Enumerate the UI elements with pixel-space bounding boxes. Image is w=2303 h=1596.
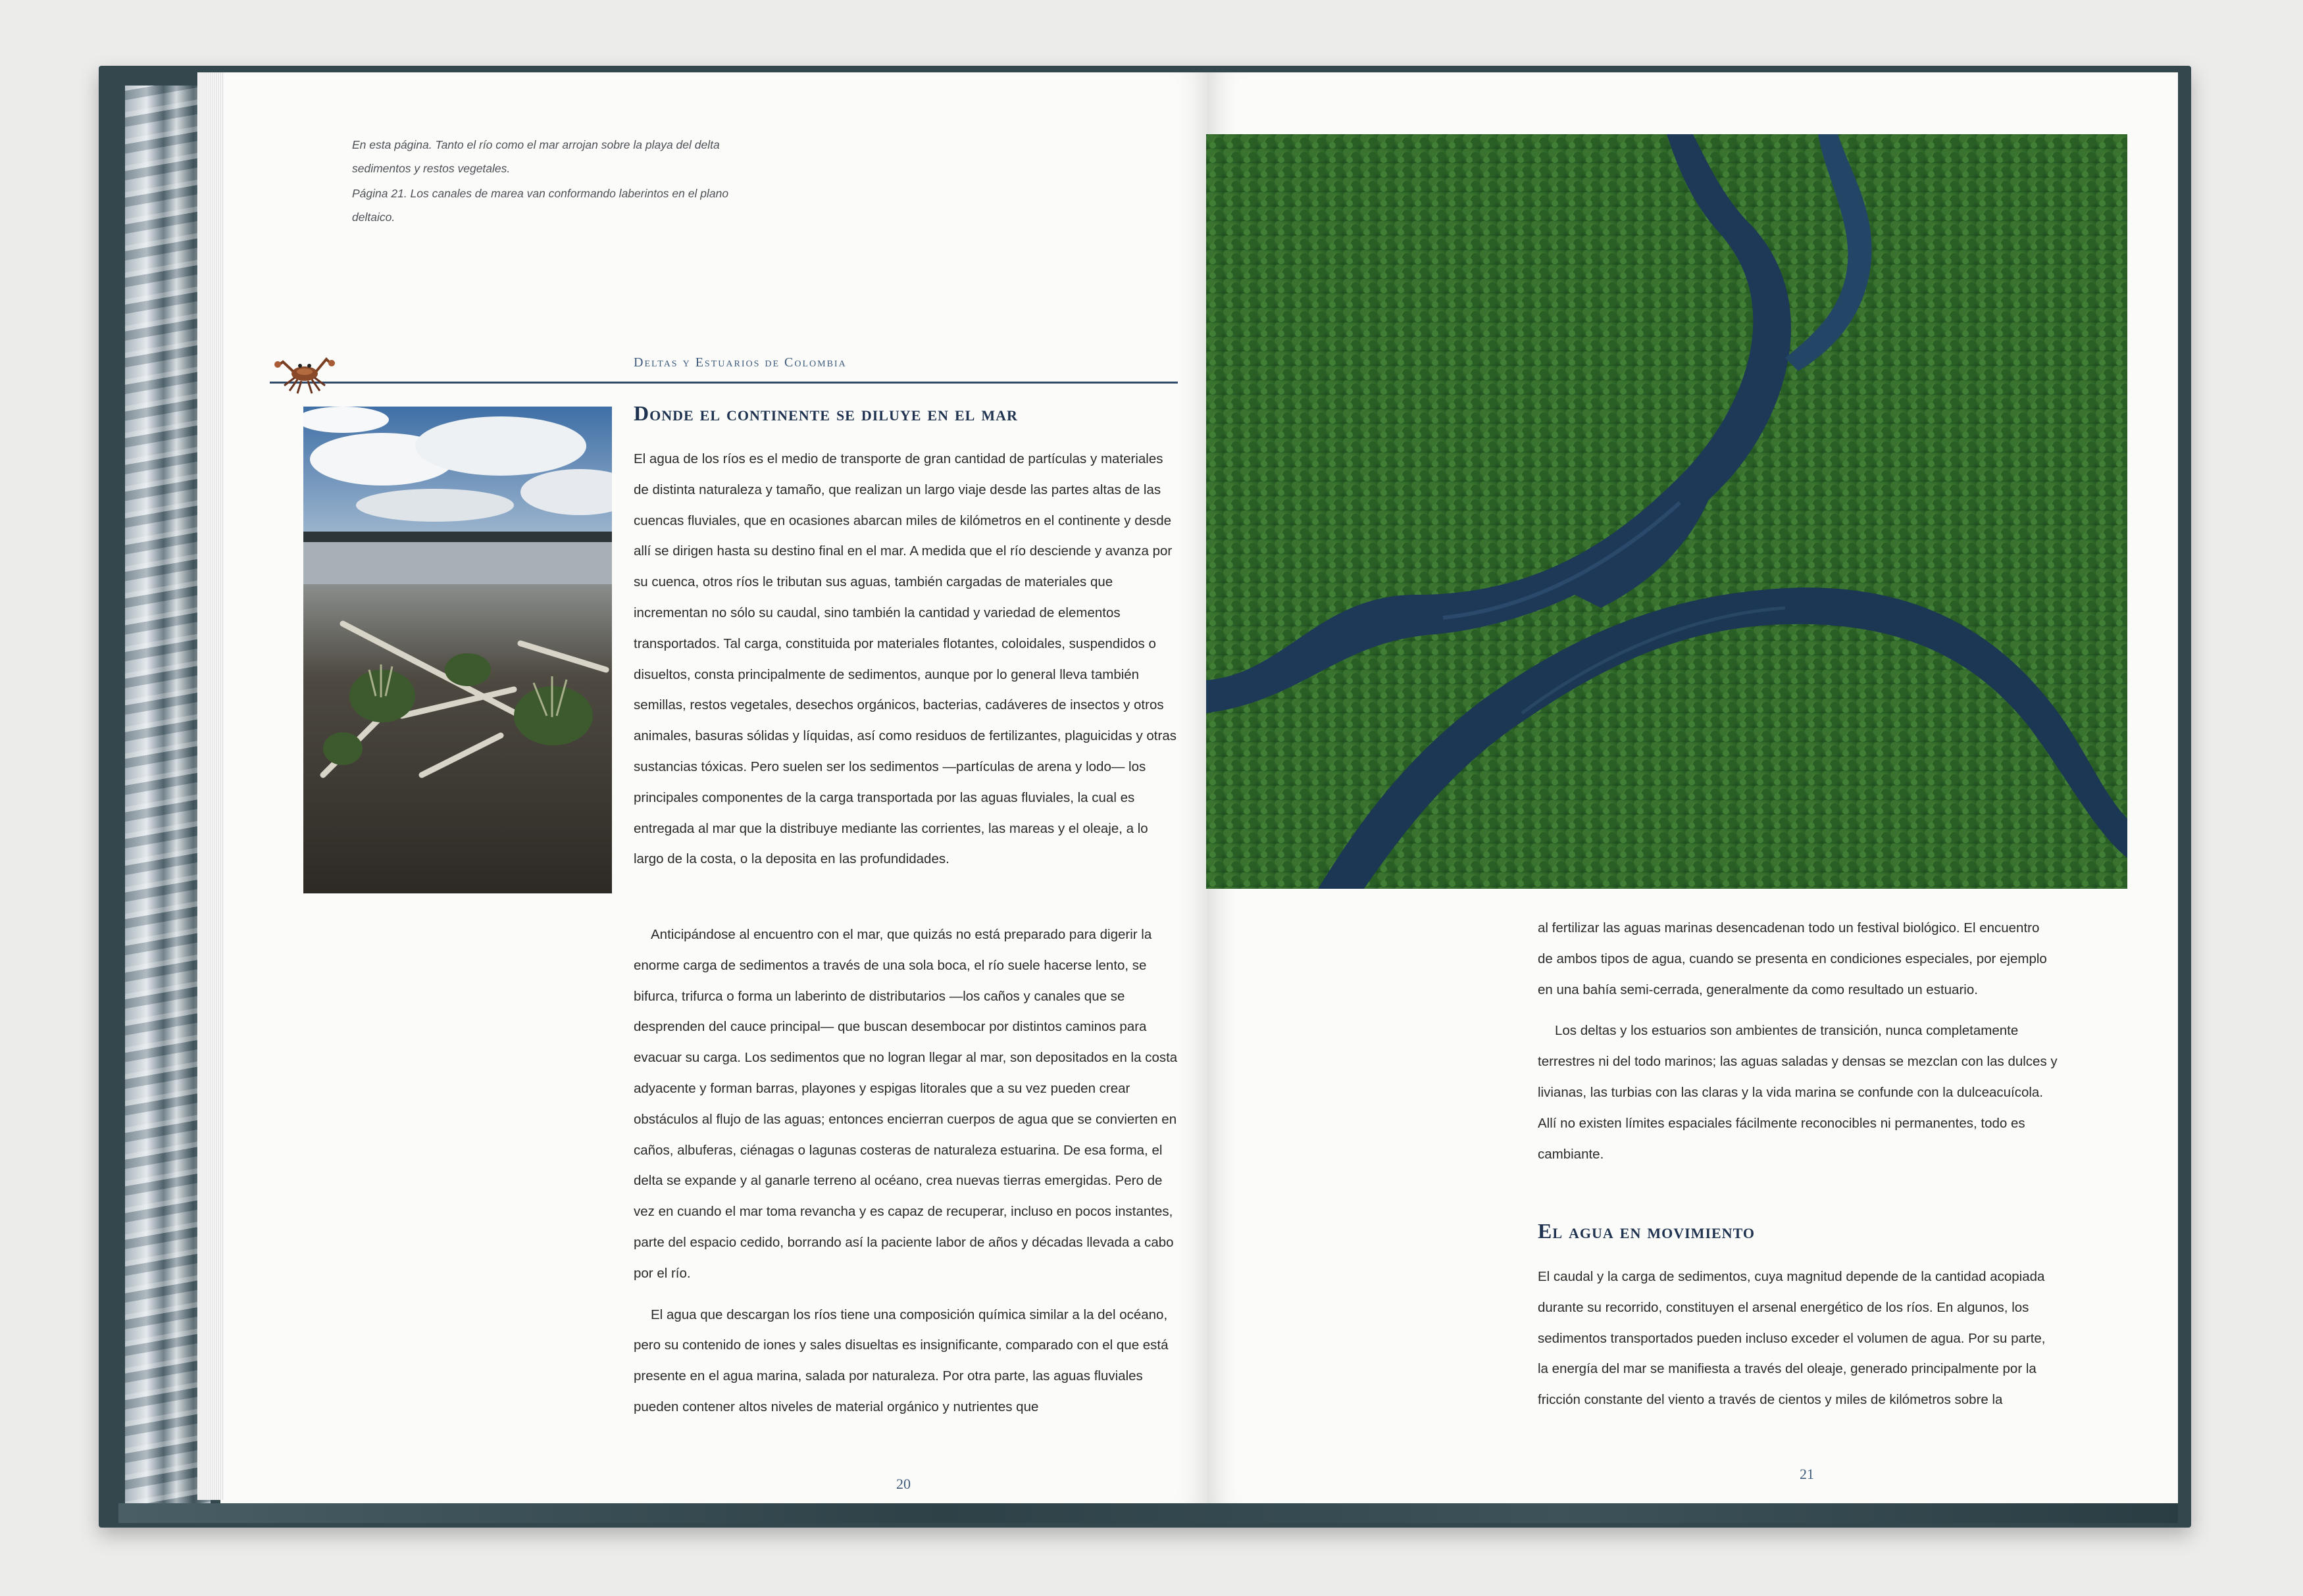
page-number: 20 — [896, 1476, 911, 1492]
cover-bottom-edge — [118, 1503, 2178, 1523]
paragraph: Los deltas y los estuarios son ambientes de transición, nunca completamente terrestres ni del todo marinos; las aguas saladas y densas se mezclan con las dulces y livianas, las turbias con las claras y la vida marina se confunde con la dulceacuícola. Allí no existen límites espaciales fácilmente reconocibles ni permanentes, todo es cambiante. — [1538, 1023, 2058, 1162]
beach-driftwood-photo — [303, 407, 612, 893]
caption-line: En esta página. Tanto el río como el mar arrojan sobre la playa del delta sedimentos y restos vegetales. — [352, 138, 720, 175]
running-header: Deltas y Estuarios de Colombia — [634, 355, 847, 370]
page-number: 21 — [1800, 1466, 1814, 1482]
paragraph: El agua de los ríos es el medio de transporte de gran cantidad de partículas y materiales de distinta naturaleza y tamaño, que realizan un largo viaje desde las partes altas de las cuencas fluviales, que en ocasiones abarcan miles de kilómetros en el continente y desde allí se dirigen hasta su destino final en el mar. A medida que el río desciende y avanza por su cuenca, otros ríos le tributan sus aguas, también cargadas de materiales que incrementan no sólo su caudal, sino también la cantidad y variedad de elementos transportados. Tal carga, constituida por materiales flotantes, coloidales, suspendidos o disueltos, consta principalmente de sedimentos, aunque por lo general lleva también semillas, restos vegetales, desechos orgánicos, bacterias, cadáveres de insectos y otros animales, basuras sólidas y líquidas, así como residuos de fertilizantes, plaguicidas y otras sustancias tóxicas. Pero suelen ser los sedimentos —partículas de arena y lodo— los principales componentes de la carga transportada por las aguas fluviales, la cual es entregada al mar que la distribuye mediante las corrientes, las mareas y el oleaje, a lo largo de la costa, o la deposita en las profundidades. — [634, 451, 1177, 867]
header-rule — [270, 382, 1178, 384]
crab-icon — [268, 350, 341, 396]
body-text — [634, 444, 1180, 885]
paragraph: al fertilizar las aguas marinas desencadenan todo un festival biológico. El encuentro de ambos tipos de agua, cuando se presenta en condiciones especiales, por ejemplo en una bahía semi-cerrada, generalmente da como resultado un estuario. — [1538, 920, 2047, 997]
paragraph: El agua que descargan los ríos tiene una composición química similar a la del océano, pero su contenido de iones y sales disueltas es insignificante, comparado con el que está presente en el agua marina, salada por naturaleza. Por otra parte, las aguas fluviales pueden contener altos niveles de material orgánico y nutrientes que — [634, 1307, 1169, 1414]
paragraph: Anticipándose al encuentro con el mar, que quizás no está preparado para digerir la enorme carga de sedimentos a través de una sola boca, el río suele hacerse lento, se bifurca, trifurca o forma un laberinto de distributarios —los caños y canales que se desprenden del cauce principal— que buscan desembocar por distintos caminos para evacuar su carga. Los sedimentos que no logran llegar al mar, son depositados en la costa adyacente y forman barras, playones y espigas litorales que a su vez pueden crear obstáculos al flujo de las aguas; entonces encierran cuerpos de agua que se convierten en caños, albuferas, ciénagas o lagunas costeras de naturaleza estuarina. De esa forma, el delta se expande y al ganarle terreno al océano, crea nuevas tierras emergidas. Pero de vez en cuando el mar toma revancha y es capaz de recuperar, incluso en pocos instantes, parte del espacio cedido, borrando así la paciente labor de años y décadas llevada a cabo por el río. — [634, 927, 1178, 1281]
page-edges — [197, 72, 224, 1500]
aerial-river-photo — [1206, 134, 2127, 889]
body-text — [634, 920, 1180, 1434]
section-title: Donde el continente se diluye en el mar — [634, 401, 1018, 425]
photo-caption — [352, 133, 760, 230]
body-text — [1538, 913, 2058, 1180]
section-title: El agua en movimiento — [1538, 1219, 1755, 1243]
paragraph: El caudal y la carga de sedimentos, cuya magnitud depende de la cantidad acopiada durante su recorrido, constituyen el arsenal energético de los ríos. En algunos, los sedimentos transportados pueden incluso exceder el volumen de agua. Por su parte, la energía del mar se manifiesta a través del oleaje, generado principalmente por la fricción constante del viento a través de cientos y miles de kilómetros sobre la — [1538, 1269, 2046, 1408]
body-text — [1538, 1262, 2058, 1426]
caption-line: Página 21. Los canales de marea van conformando laberintos en el plano deltaico. — [352, 187, 729, 224]
